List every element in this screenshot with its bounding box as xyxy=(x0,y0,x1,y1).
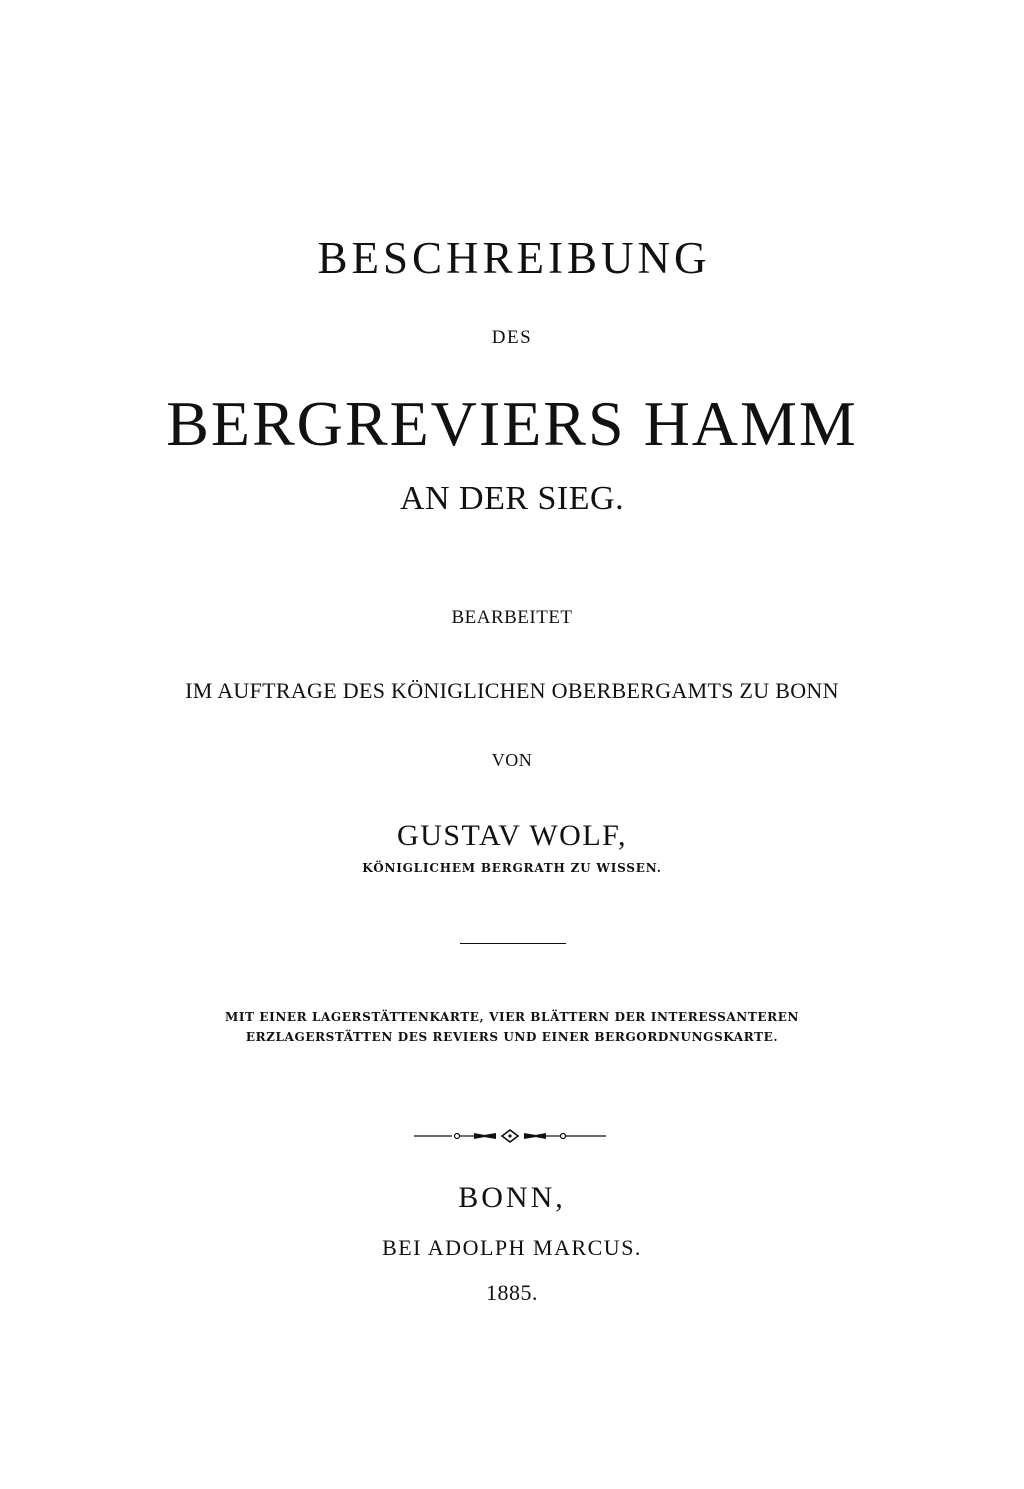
commission-text: IM AUFTRAGE DES KÖNIGLICHEN OBERBERGAMTS ZU BONN xyxy=(185,678,839,703)
author-title: KÖNIGLICHEM BERGRATH ZU WISSEN. xyxy=(362,861,662,875)
von-text: VON xyxy=(491,750,533,770)
title-line-beschreibung: BESCHREIBUNG xyxy=(317,233,711,283)
maps-note-line-2: ERZLAGERSTÄTTEN DES REVIERS UND EINER BERGORDNUNGSKARTE. xyxy=(245,1030,779,1044)
imprint-year: 1885. xyxy=(486,1280,538,1305)
divider-rule xyxy=(460,943,566,944)
author-name: GUSTAV WOLF, xyxy=(397,819,627,852)
decorative-ornament-icon xyxy=(412,1126,608,1146)
title-line-an-der-sieg: AN DER SIEG. xyxy=(399,480,625,517)
imprint-publisher: BEI ADOLPH MARCUS. xyxy=(382,1235,642,1260)
title-line-des: DES xyxy=(491,327,533,348)
imprint-city: BONN, xyxy=(458,1181,566,1214)
maps-note-line-1: MIT EINER LAGERSTÄTTENKARTE, VIER BLÄTTERN DER INTERESSANTEREN xyxy=(224,1010,800,1024)
bearbeitet-text: BEARBEITET xyxy=(451,607,573,628)
title-line-bergreviers-hamm: BERGREVIERS HAMM xyxy=(166,388,858,459)
